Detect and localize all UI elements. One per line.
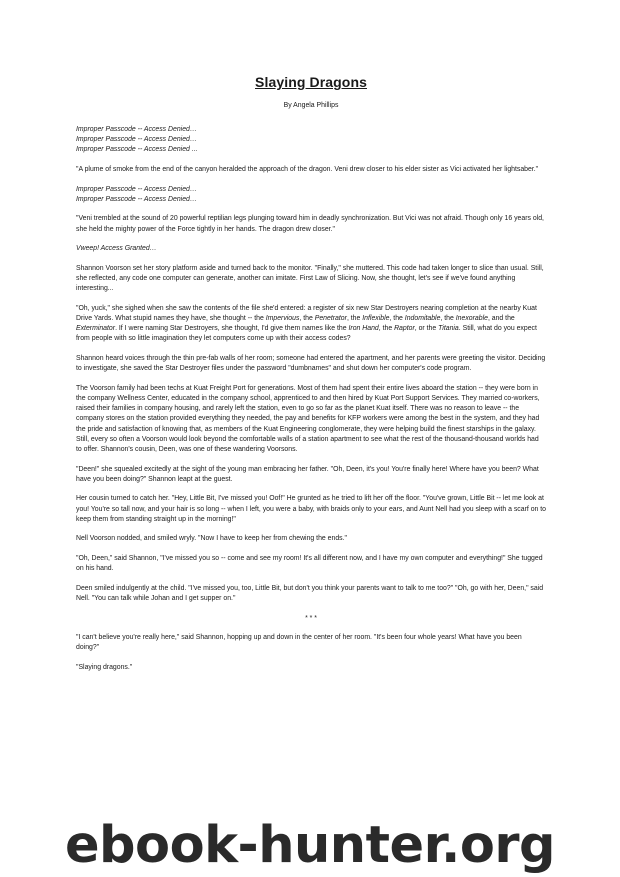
denied-line: Improper Passcode -- Access Denied… [76,136,197,144]
document-byline: By Angela Phillips [283,102,339,109]
story-paragraph: "Deen!" she squealed excitedly at the sight of the young man embracing her father. "Oh, Deen, it's you! You're finally here! Where have you been? What have you been doing?" Shannon leapt at the guest. [76,465,539,483]
denied-line: Improper Passcode -- Access Denied… [76,195,197,203]
document-page [76,74,546,683]
story-paragraph: "Oh, Deen," said Shannon, "I've missed you so -- come and see my room! It's all different now, and I have my own computer and everything!" She tugged on his hand. [76,554,543,573]
denied-line: Improper Passcode -- Access Denied ... [76,146,198,154]
star-destroyer-paragraph: "Oh, yuck," she sighed when she saw the contents of the file she'd entered: a register of six new Star Destroyers nearing completion at the nearby Kuat Drive Yards. What stupid names they have, she thought -- the Impervious, the Penetrator, the Inflexible, the Indomitable, the Inexorable, and the Exterminator. If I were naming Star Destroyers, she thought, I'd give them names like the Iron Hand, the Raptor, or the Titania. Still, what do you expect from people with so little imagination they let computers come up with their access codes? [76,304,537,343]
denied-line: Improper Passcode -- Access Denied… [76,185,197,193]
document-title: Slaying Dragons [255,74,367,90]
story-paragraph: "Veni trembled at the sound of 20 powerful reptilian legs plunging toward him in deadly synchronization. But Vici was not afraid. Though only 16 years old, she held the mighty power of the Force tightly in her hands. The dragon drew closer." [76,215,544,233]
story-paragraph: "Slaying dragons." [76,663,133,671]
access-granted-line: Vweep! Access Granted… [76,245,157,253]
denied-line: Improper Passcode -- Access Denied… [76,126,197,133]
story-paragraph: Shannon Voorson set her story platform aside and turned back to the monitor. "Finally," she muttered. This code had taken longer to slice than usual. Still, she reflected, any code one computer can generate, another can imitate. First Law of Slicing. Now, she thought, let's see if we've found anything interesting... [76,264,544,293]
section-separator: * * * [305,614,317,622]
story-paragraph: The Voorson family had been techs at Kuat Freight Port for generations. Most of them had spent their entire lives aboard the station -- they were born in the company Wellness Center, educated in the company school, apprenticed to and then hired by Kuat Port Support Services. They married co-workers, raised their families in company housing, and rarely left the station, even to go so far as the planet Kuat itself. There was no reason to leave -- the company stores on the station provided everything they needed, the pay and benefits for KFP workers were among the best in the system, and they had the pride and satisfaction of knowing that, as members of the Kuat Engineering conglomerate, they were helping build the finest starships in the galaxy. Still, every so often a Voorson would look beyond the comfortable walls of a station apartment to see what the rest of the thousand-thousand worlds had to offer. Shannon's cousin, Deen, was one of these wandering Voorsons. [76,384,540,453]
story-paragraph: "A plume of smoke from the end of the canyon heralded the approach of the dragon. Veni drew closer to his elder sister as Vici activated her lightsaber." [76,166,539,173]
story-paragraph: Her cousin turned to catch her. "Hey, Little Bit, I've missed you! Oof!" He grunted as he tried to lift her off the floor. "You've grown, Little Bit -- let me look at you! You're so tall now, and your hair is so long -- when I left, you were a baby, with braids only to your ears, and Aunt Nell had you sleep with a scarf on to keep them from standing straight up in the morning!" [76,495,547,523]
story-paragraph: Nell Voorson nodded, and smiled wryly. "Now I have to keep her from chewing the ends." [76,535,347,543]
story-paragraph: "I can't believe you're really here," said Shannon, hopping up and down in the center of her room. "It's been four whole years! What have you been doing?" [76,634,522,652]
story-paragraph: Shannon heard voices through the thin pre-fab walls of her room; someone had entered the apartment, and her parents were greeting the visitor. Deciding to investigate, she saved the Star Destroyer files under the password "dumbnames" and shut down her computer's code program. [76,354,546,373]
story-paragraph: Deen smiled indulgently at the child. "I've missed you, too, Little Bit, but don't you think your parents want to talk to me too?" "Oh, go with her, Deen," said Nell. "You can talk while Johan and I get supper on." [76,584,544,602]
watermark-text: ebook-hunter.org [64,816,556,875]
